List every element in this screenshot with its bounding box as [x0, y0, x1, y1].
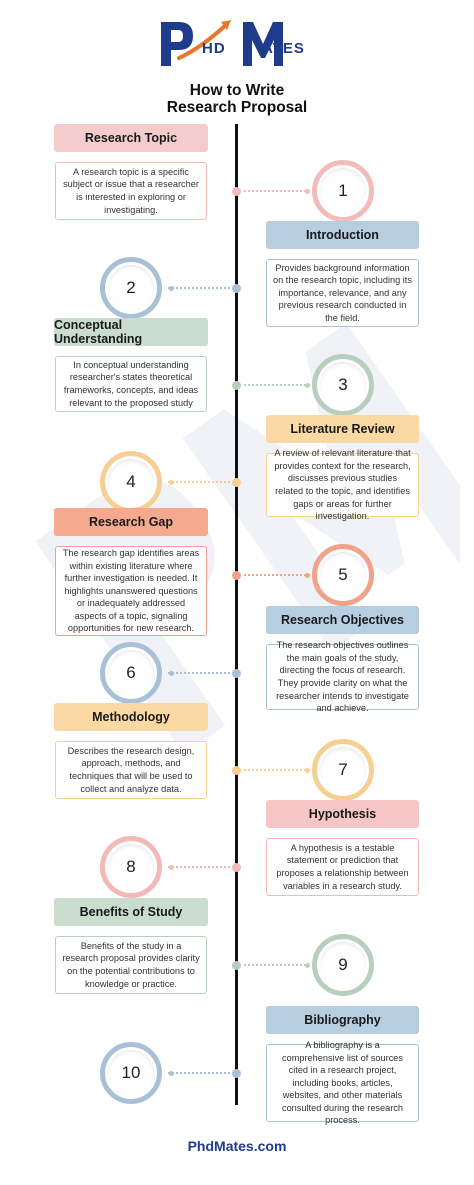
step-8-description-text: A hypothesis is a testable statement or prediction that proposes a relationship between variables in a research study.: [276, 842, 409, 891]
step-7-description: [55, 741, 207, 799]
step-10-number: 10: [121, 1063, 141, 1082]
step-3-connector: [244, 384, 306, 386]
brand-logo: [0, 12, 474, 70]
step-9-timeline-dot: [232, 961, 241, 970]
step-1-title: Research Topic: [54, 124, 208, 152]
step-10-title: Bibliography: [266, 1006, 419, 1034]
step-5-title: Research Gap: [54, 508, 208, 536]
step-9-number-badge: [312, 934, 374, 996]
step-10-connector: [168, 1072, 230, 1074]
step-2-description: [266, 259, 419, 327]
step-4-timeline-dot: [232, 478, 241, 487]
step-8-connector-end: [169, 865, 174, 870]
step-9-number: 9: [338, 955, 348, 974]
step-4-connector-end: [169, 480, 174, 485]
step-3-timeline-dot: [232, 381, 241, 390]
step-10-number-badge: [100, 1042, 162, 1104]
step-2-number: 2: [126, 278, 136, 297]
step-8-description: [266, 838, 419, 896]
step-2-number-badge: [100, 257, 162, 319]
step-6-title: Research Objectives: [266, 606, 419, 634]
logo-text-hd: HD: [202, 40, 226, 57]
step-9-title: Benefits of Study: [54, 898, 208, 926]
step-2-connector: [168, 287, 230, 289]
step-10-description: [266, 1039, 419, 1126]
step-9-description-text: Benefits of the study in a research proposal provides clarity on the potential contributions to knowledge or practice.: [62, 940, 200, 989]
step-7-connector: [244, 769, 306, 771]
step-4-description: [266, 448, 419, 522]
step-6-timeline-dot: [232, 669, 241, 678]
step-5-number-badge: [312, 544, 374, 606]
page-title: [0, 82, 474, 116]
step-7-timeline-dot: [232, 766, 241, 775]
step-8-number: 8: [126, 857, 136, 876]
step-6-number: 6: [126, 663, 136, 682]
step-8-timeline-dot: [232, 863, 241, 872]
step-1-number-badge: [312, 160, 374, 222]
step-2-title: Introduction: [266, 221, 419, 249]
step-3-number: 3: [338, 375, 348, 394]
step-2-connector-end: [169, 286, 174, 291]
step-1-description-text: A research topic is a specific subject or issue that a researcher is interested in exploring or investigating.: [63, 166, 199, 215]
step-3-description: [55, 356, 207, 412]
step-10-connector-end: [169, 1071, 174, 1076]
step-5-number: 5: [338, 565, 348, 584]
step-8-number-badge: [100, 836, 162, 898]
step-7-title: Methodology: [54, 703, 208, 731]
step-7-connector-end: [305, 768, 310, 773]
step-5-connector: [244, 574, 306, 576]
step-5-description-text: The research gap identifies areas within existing literature where further investigation is needed. It highlights unanswered questions or inadequately addressed aspects of a topic, signaling opportunities for new research.: [62, 547, 200, 634]
step-1-connector: [244, 190, 306, 192]
step-7-number: 7: [338, 760, 348, 779]
step-4-title: Literature Review: [266, 415, 419, 443]
step-1-timeline-dot: [232, 187, 241, 196]
step-1-connector-end: [305, 189, 310, 194]
step-3-description-text: In conceptual understanding researcher's states theoretical frameworks, concepts, and ideas relevant to the proposed study: [63, 359, 199, 408]
step-2-timeline-dot: [232, 284, 241, 293]
timeline-spine: [235, 124, 238, 1105]
step-3-connector-end: [305, 383, 310, 388]
step-6-number-badge: [100, 642, 162, 704]
step-5-connector-end: [305, 573, 310, 578]
step-6-description-text: The research objectives outlines the main goals of the study, directing the focus of research. They provide clarity on what the researcher intends to investigate and achieve.: [276, 640, 409, 714]
step-4-connector: [168, 481, 230, 483]
logo-text-ates: ATES: [262, 40, 305, 57]
step-6-connector: [168, 672, 230, 674]
step-8-title: Hypothesis: [266, 800, 419, 828]
step-10-timeline-dot: [232, 1069, 241, 1078]
step-6-connector-end: [169, 671, 174, 676]
step-4-number-badge: [100, 451, 162, 513]
step-7-description-text: Describes the research design, approach, methods, and techniques that will be used to collect and analyze data.: [67, 745, 195, 794]
step-3-title: Conceptual Understanding: [54, 318, 208, 346]
step-10-description-text: A bibliography is a comprehensive list of sources cited in a research project, including books, articles, websites, and other materials consulted during the research process.: [281, 1039, 404, 1126]
step-6-description: [266, 640, 419, 714]
step-8-connector: [168, 866, 230, 868]
step-2-description-text: Provides background information on the research topic, including its importance, relevance, and any previous research conducted in the field.: [273, 262, 412, 323]
step-1-description: [55, 162, 207, 220]
step-9-description: [55, 936, 207, 994]
step-7-number-badge: [312, 739, 374, 801]
step-9-connector-end: [305, 963, 310, 968]
step-3-number-badge: [312, 354, 374, 416]
step-9-connector: [244, 964, 306, 966]
step-4-number: 4: [126, 472, 136, 491]
step-4-description-text: A review of relevant literature that provides context for the research, discusses previous studies related to the topic, and identifies gaps or areas for further investigation.: [274, 448, 411, 522]
step-5-description: [55, 546, 207, 636]
footer-website[interactable]: PhdMates.com: [187, 1138, 287, 1154]
step-1-number: 1: [338, 181, 348, 200]
step-5-timeline-dot: [232, 571, 241, 580]
title-line-2: Research Proposal: [166, 99, 308, 116]
title-line-1: How to Write: [189, 82, 285, 99]
